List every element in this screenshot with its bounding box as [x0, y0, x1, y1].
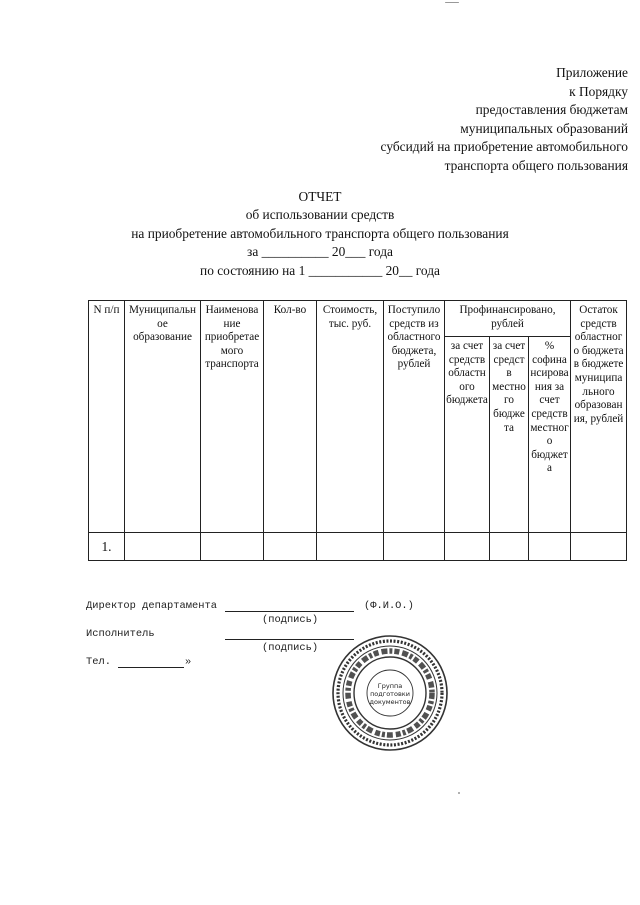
header-quantity: Кол-во [264, 301, 317, 533]
header-financed-regional: за счет средств областного бюджета [445, 337, 490, 533]
header-balance: Остаток средств областного бюджета в бюджете муниципального образования, рублей [571, 301, 627, 533]
report-table-wrapper [88, 300, 627, 561]
table-cell[interactable] [490, 533, 529, 561]
appendix-heading [381, 64, 628, 176]
header-financed: Профинансировано, рублей [445, 301, 571, 337]
header-municipality: Муниципальное образование [125, 301, 201, 533]
table-cell[interactable] [125, 533, 201, 561]
title-period: за __________ 20___ года [247, 244, 393, 260]
director-label: Директор департамента [86, 600, 217, 612]
title-line: на приобретение автомобильного транспорта общего пользования [131, 225, 509, 241]
report-table [88, 300, 627, 561]
header-row [89, 301, 627, 337]
header-cost: Стоимость, тыс. руб. [317, 301, 384, 533]
header-received: Поступило средств из областного бюджета, рублей [384, 301, 445, 533]
stamp-center-text: Группа [377, 682, 403, 690]
table-cell[interactable] [201, 533, 264, 561]
table-cell[interactable] [571, 533, 627, 561]
table-cell[interactable] [317, 533, 384, 561]
executor-label: Исполнитель [86, 628, 155, 640]
phone-line[interactable] [118, 656, 184, 668]
title-line: об использовании средств [245, 207, 395, 223]
header-cofinancing-percent: % софинансирования за счет средств местного бюджета [529, 337, 571, 533]
phone-label: Тел. [86, 656, 111, 668]
title-heading: ОТЧЕТ [298, 189, 342, 204]
header-transport-name: Наименование приобретаемого транспорта [201, 301, 264, 533]
fio-label: (Ф.И.О.) [364, 600, 414, 612]
office-stamp [330, 633, 450, 758]
appendix-line: транспорта общего пользования [444, 157, 628, 173]
table-cell[interactable] [384, 533, 445, 561]
header-num: N п/п [89, 301, 125, 533]
director-signature-line[interactable] [225, 600, 354, 612]
table-cell[interactable] [445, 533, 490, 561]
appendix-line: муниципальных образований [460, 120, 628, 136]
title-as-of-date: по состоянию на 1 ___________ 20__ года [200, 262, 440, 278]
appendix-line: к Порядку [569, 83, 628, 99]
stamp-center-text: подготовки [370, 690, 410, 698]
header-financed-local: за счет средств местного бюджета [490, 337, 529, 533]
appendix-line: Приложение [556, 65, 628, 80]
phone-suffix: » [185, 656, 192, 668]
row-number: 1. [89, 533, 125, 561]
scan-speck [458, 792, 460, 794]
stamp-center-text: документов [369, 698, 411, 706]
signature-caption: (подпись) [262, 642, 319, 654]
table-cell[interactable] [529, 533, 571, 561]
table-cell[interactable] [264, 533, 317, 561]
signature-caption: (подпись) [262, 614, 319, 626]
appendix-line: предоставления бюджетам [475, 102, 628, 118]
stamp-seal-icon [330, 633, 450, 753]
appendix-line: субсидий на приобретение автомобильного [380, 139, 628, 155]
table-row [89, 533, 627, 561]
report-title [0, 188, 640, 280]
scan-speck [445, 2, 459, 3]
